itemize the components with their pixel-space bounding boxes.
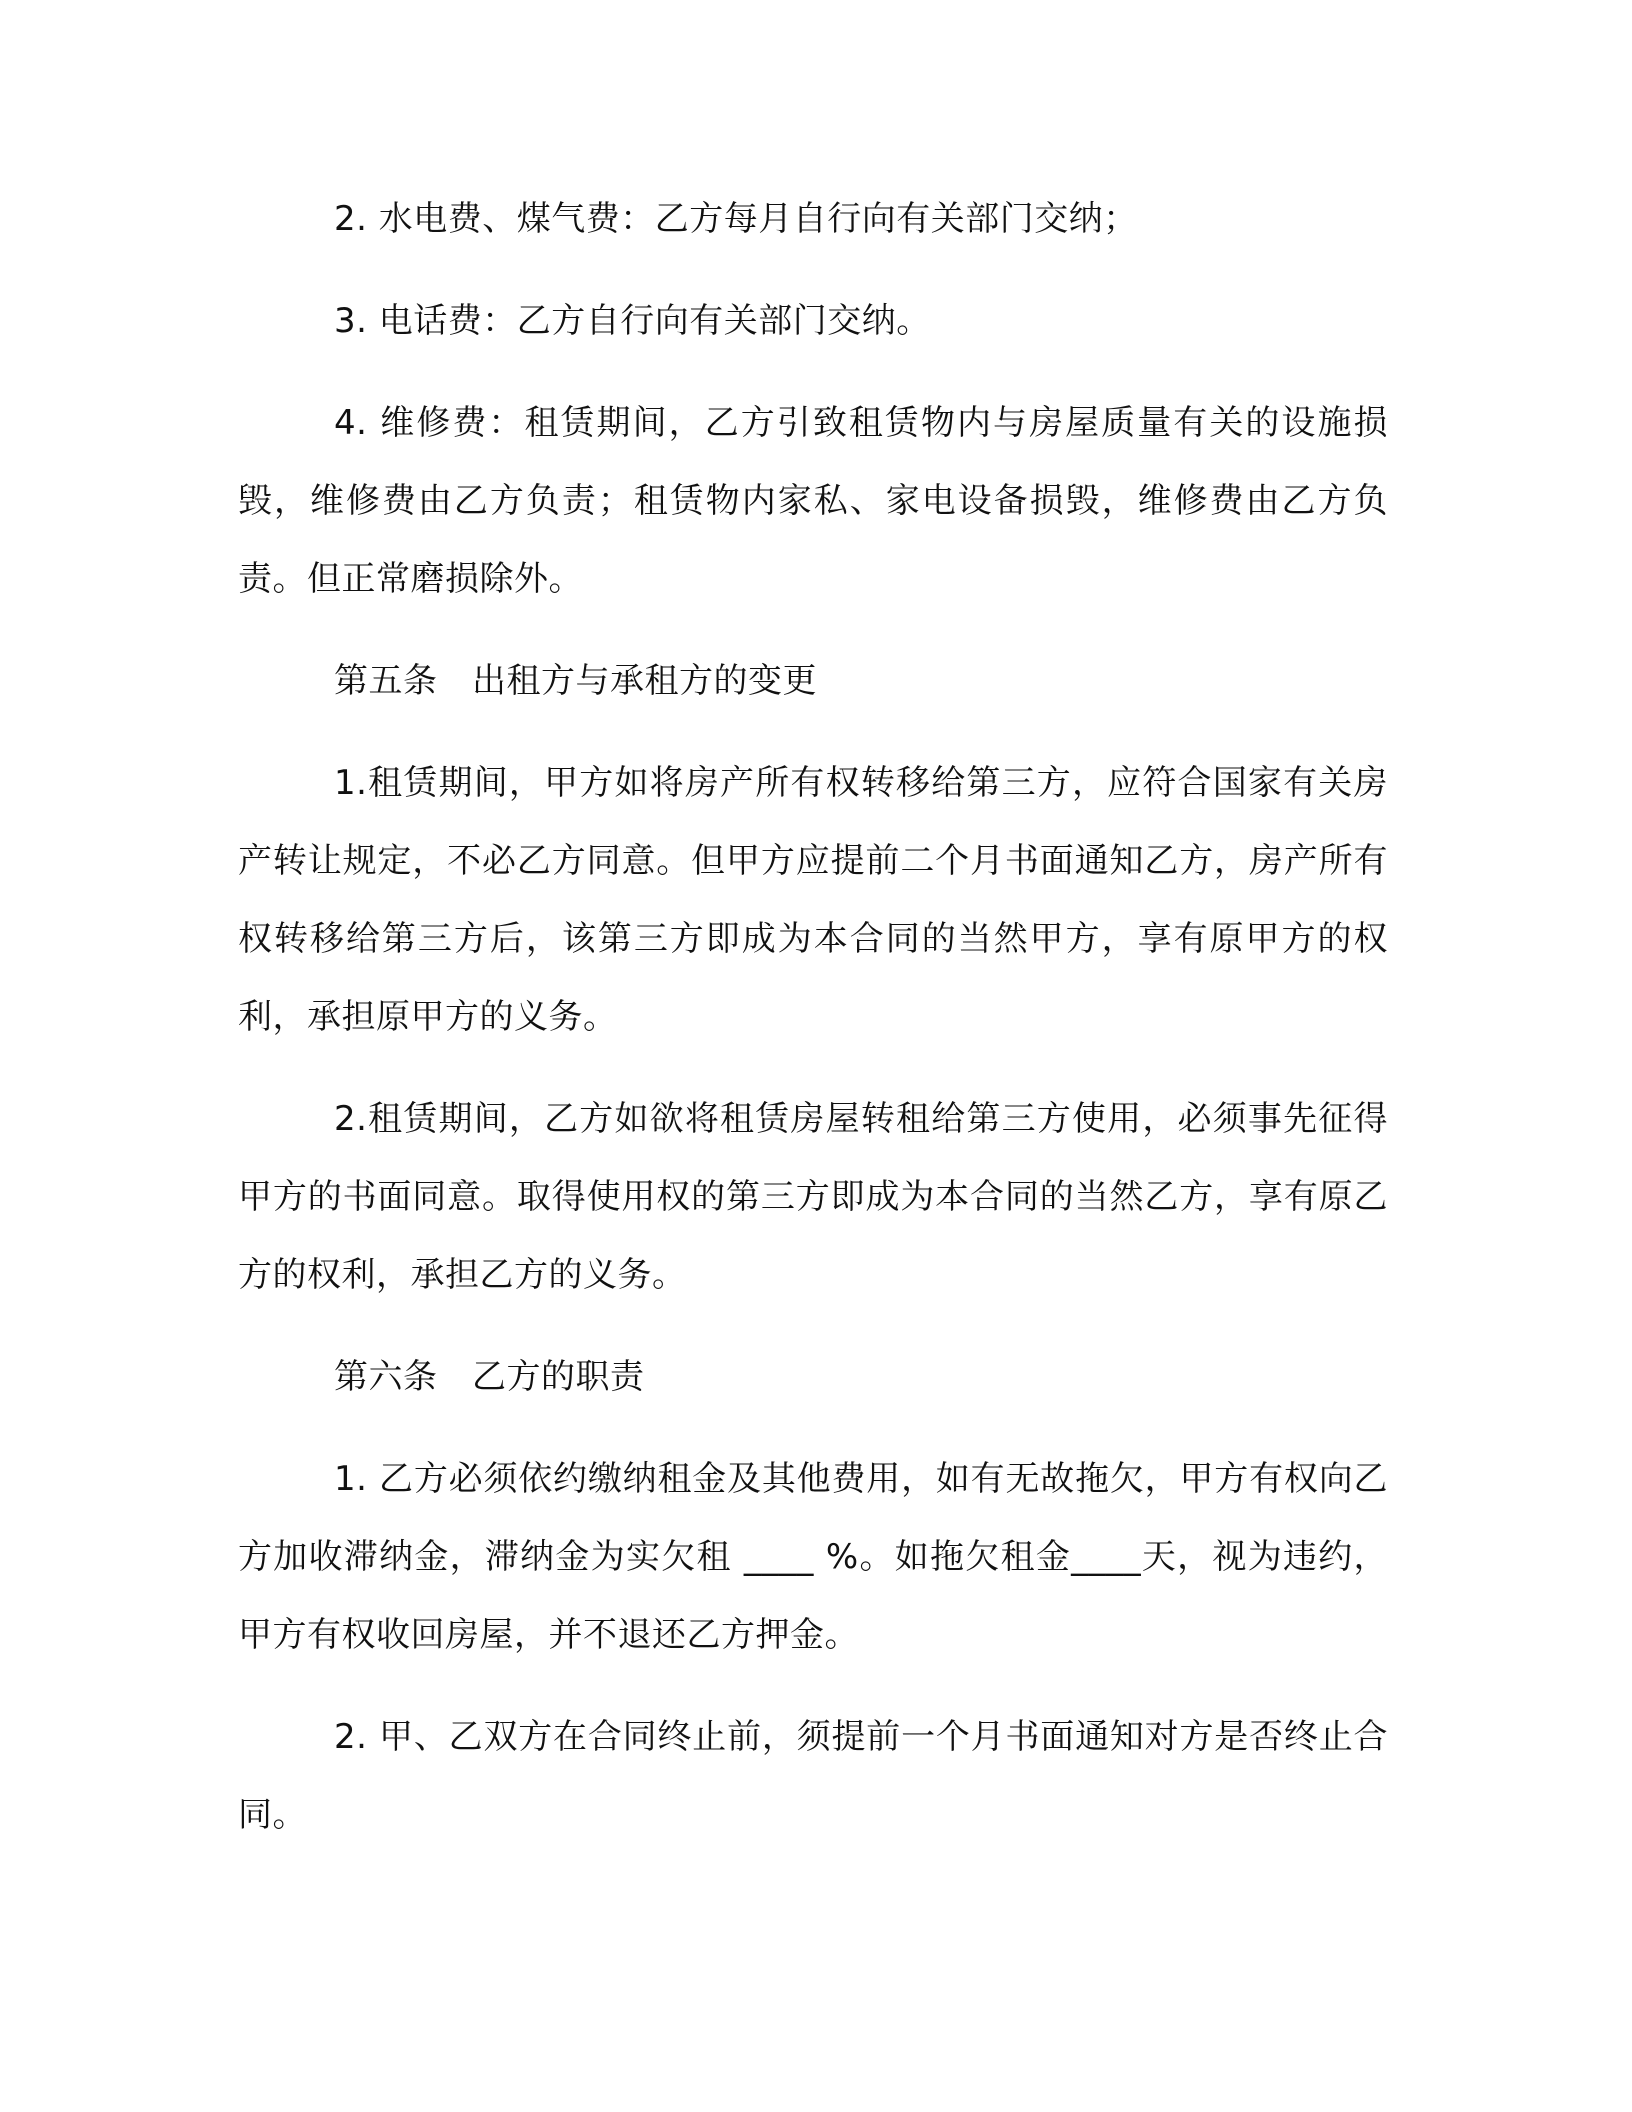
paragraph-maintenance-fee: 4. 维修费：租赁期间，乙方引致租赁物内与房屋质量有关的设施损毁，维修费由乙方负责；租赁物内家私、家电设备损毁，维修费由乙方负责。但正常磨损除外。 xyxy=(238,403,1388,599)
document-page xyxy=(238,180,1388,1878)
paragraph-phone-fee: 3. 电话费：乙方自行向有关部门交纳。 xyxy=(334,301,931,341)
paragraph-ownership-transfer: 1.租赁期间，甲方如将房产所有权转移给第三方，应符合国家有关房产转让规定，不必乙方同意。但甲方应提前二个月书面通知乙方，房产所有权转移给第三方后，该第三方即成为本合同的当然甲方，享有原甲方的权利，承担原甲方的义务。 xyxy=(238,763,1388,1037)
article-6-heading: 第六条 乙方的职责 xyxy=(334,1357,645,1397)
paragraph-sublease: 2.租赁期间，乙方如欲将租赁房屋转租给第三方使用，必须事先征得甲方的书面同意。取得使用权的第三方即成为本合同的当然乙方，享有原乙方的权利，承担乙方的义务。 xyxy=(238,1099,1388,1295)
paragraph-utilities-fee: 2. 水电费、煤气费：乙方每月自行向有关部门交纳； xyxy=(334,199,1138,239)
paragraph-termination-notice: 2. 甲、乙双方在合同终止前，须提前一个月书面通知对方是否终止合同。 xyxy=(238,1717,1388,1835)
paragraph-rent-payment: 1. 乙方必须依约缴纳租金及其他费用，如有无故拖欠，甲方有权向乙方加收滞纳金，滞纳金为实欠租 ____ %。如拖欠租金____天，视为违约，甲方有权收回房屋，并不退还乙方押金。 xyxy=(238,1459,1388,1655)
article-5-heading: 第五条 出租方与承租方的变更 xyxy=(334,661,817,701)
